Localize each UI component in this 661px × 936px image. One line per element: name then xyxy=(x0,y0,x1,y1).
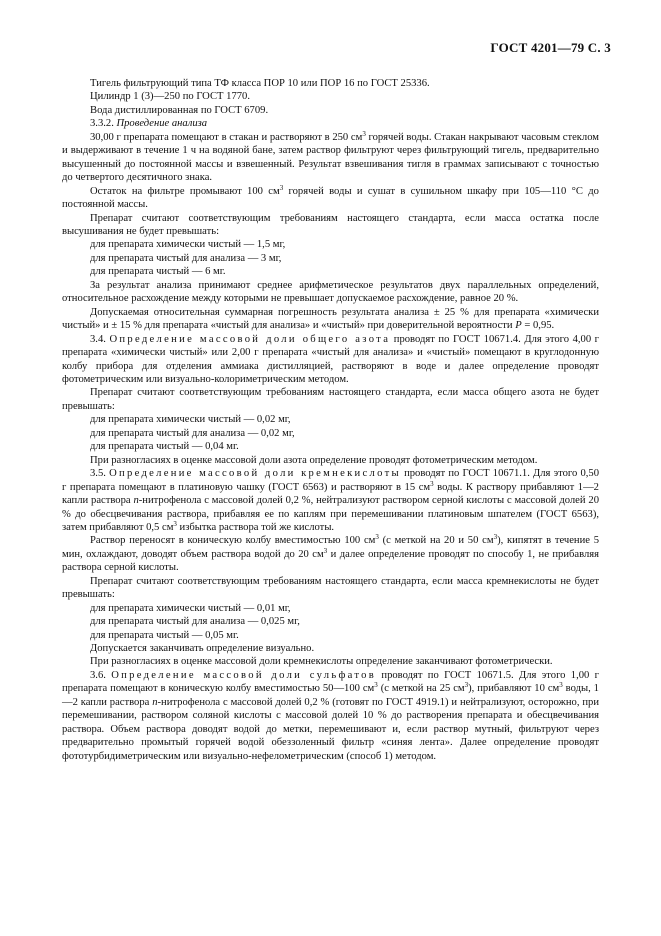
paragraph: При разногласиях в оценке массовой доли азота определение проводят фотометрическим методом. xyxy=(90,454,538,466)
section-number: 3.4. xyxy=(90,333,110,345)
paragraph: Тигель фильтрующий типа ТФ класса ПОР 10 или ПОР 16 по ГОСТ 25336. xyxy=(90,78,430,89)
superscript: 3 xyxy=(464,681,469,690)
list-item: для препарата чистый для анализа — 0,025 мг, xyxy=(90,616,300,628)
list-item: для препарата чистый — 6 мг. xyxy=(90,266,226,278)
paragraph xyxy=(62,185,599,212)
paragraph: Препарат считают соответствующим требованиям настоящего стандарта, если масса кремнекислоты не будет превышать: xyxy=(62,575,599,601)
superscript: 3 xyxy=(323,546,328,555)
list-item: для препарата чистый — 0,05 мг. xyxy=(90,629,239,641)
text-run: проводят по ГОСТ 10671.5. Для этого 1,00 г препарата помещают в коническую колбу вместимостью 50—100 см xyxy=(62,669,599,695)
paragraph xyxy=(62,534,599,574)
text-run: горячей воды. Стакан накрывают часовым стеклом и выдерживают в течение 1 ч на водяной бане, затем раствор фильтруют через фильтрующий тигель, предварительно высушенный до постоянной массы и взвешенный. Результат взвешивания тигля в граммах записывают с точностью до четвертого десятичного знака. xyxy=(62,131,600,184)
text-run: избытка раствора той же кислоты. xyxy=(176,521,335,533)
section-title: Определение массовой доли общего азота xyxy=(109,333,391,345)
list-item: для препарата химически чистый — 0,02 мг, xyxy=(90,414,291,426)
text-run: и далее определение проводят по способу 1, не прибавляя раствора серной кислоты. xyxy=(62,548,599,574)
superscript: 3 xyxy=(279,183,284,192)
paragraph: За результат анализа принимают среднее арифметическое результатов двух параллельных определений, относительное расхождение между которыми не превышает допускаемое расхождение, равное 20 %. xyxy=(62,279,599,305)
variable: n xyxy=(133,495,139,507)
text-run: = 0,95. xyxy=(521,320,555,332)
text-run: проводят по ГОСТ 10671.1. Для этого 0,50 г препарата помещают в платиновую чашку (ГОСТ 6563) и растворяют в 15 см xyxy=(62,468,599,493)
text-run: -нитрофенола с массовой долей 0,2 %, нейтрализуют раствором серной кислоты с массовой долей 20 % до обесцвечивания раствора, прибавляя ее по каплям при перемешивании платиновым шпателем (ГОСТ 6563), затем прибавляют 0,5 см xyxy=(62,495,599,533)
section-number: 3.5. xyxy=(90,468,110,480)
section-number: 3.6. xyxy=(90,669,112,681)
superscript: 3 xyxy=(173,519,177,528)
text-run: Допускаемая относительная суммарная погрешность результата анализа ± 25 % для препарата «химически чистый» и ± 15 % для препарата «чистый для анализа» и «чистый» при доверительной вероятности xyxy=(62,306,599,332)
paragraph: Допускается заканчивать определение визуально. xyxy=(90,643,315,655)
superscript: 3 xyxy=(362,129,366,138)
text-run: воды, 1—2 капли раствора xyxy=(62,683,599,708)
text-run: воды. К раствору прибавляют 1—2 капли раствора xyxy=(62,481,599,507)
superscript: 3 xyxy=(493,533,498,542)
section-3-5 xyxy=(62,467,599,534)
text-run: ), прибавляют 10 см xyxy=(468,683,560,695)
variable: n xyxy=(152,696,158,708)
text-run: Раствор переносят в коническую колбу вместимостью 100 см xyxy=(90,535,376,547)
paragraph: Препарат считают соответствующим требованиям настоящего стандарта, если масса общего азота не будет превышать: xyxy=(62,387,599,412)
list-item: для препарата чистый для анализа — 3 мг, xyxy=(90,252,282,264)
variable: Р xyxy=(515,320,522,332)
text-run: Остаток на фильтре промывают 100 см xyxy=(90,185,280,197)
text-run: горячей воды и сушат в сушильном шкафу при 105—110 °С до постоянной массы. xyxy=(62,185,599,211)
superscript: 3 xyxy=(375,533,379,542)
text-run: (с меткой на 20 и 50 см xyxy=(378,535,494,547)
section-title: Определение массовой доли сульфатов xyxy=(111,669,377,681)
superscript: 3 xyxy=(559,681,563,690)
page-header: ГОСТ 4201—79 С. 3 xyxy=(490,40,611,55)
section-3-6 xyxy=(62,669,599,763)
section-title: Проведение анализа xyxy=(116,118,208,130)
section-title: Определение массовой доли кремнекислоты xyxy=(109,468,401,480)
list-item: для препарата химически чистый — 0,01 мг, xyxy=(90,602,291,614)
text-run: -нитрофенола с массовой долей 0,2 % (готовят по ГОСТ 4919.1) и нейтрализуют, осторожно, при перемешивании, раствором соляной кислоты с массовой долей 10 % до растворения препарата и обесцвечивания раствора. Объем раствора доводят водой до метки, перемешивают и, если раствор мутный, фильтруют через предварительно промытый горячей водой обеззоленный фильтр «синяя лента». Далее определение проводят фототурбидиметрическим или визуально-нефелометрическим (способ 1) методом. xyxy=(62,696,599,762)
list-item: для препарата химически чистый — 1,5 мг, xyxy=(90,239,286,251)
text-run: проводят по ГОСТ 10671.4. Для этого 4,00 г препарата «химически чистый» или 2,00 г препарата «чистый для анализа» и «чистый» помещают в круглодонную колбу прибора для отделения аммиака дистилляцией, растворяют в воде и далее определение проводят фотометрическим или визуально-колориметрическим методом. xyxy=(62,333,600,385)
list-item: для препарата чистый для анализа — 0,02 мг, xyxy=(90,427,295,439)
section-3-3-2 xyxy=(62,117,599,130)
text-run: ), кипятят в течение 5 мин, охлаждают, доводят объем раствора водой до 20 см xyxy=(62,535,599,560)
paragraph: При разногласиях в оценке массовой доли кремнекислоты определение заканчивают фотометрически. xyxy=(90,656,553,668)
document-body xyxy=(62,77,599,763)
section-3-4 xyxy=(62,333,599,387)
superscript: 3 xyxy=(430,479,434,488)
text-run: (с меткой на 25 см xyxy=(377,683,465,695)
section-number: 3.3.2. xyxy=(90,118,117,130)
paragraph: Препарат считают соответствующим требованиям настоящего стандарта, если масса остатка после высушивания не будет превышать: xyxy=(62,212,599,237)
superscript: 3 xyxy=(374,681,378,690)
list-item: для препарата чистый — 0,04 мг. xyxy=(90,441,239,453)
paragraph: Вода дистиллированная по ГОСТ 6709. xyxy=(90,104,269,116)
paragraph xyxy=(62,131,599,185)
paragraph xyxy=(62,306,599,333)
paragraph: Цилиндр 1 (3)—250 по ГОСТ 1770. xyxy=(90,91,250,103)
text-run: 30,00 г препарата помещают в стакан и растворяют в 250 см xyxy=(90,131,363,143)
